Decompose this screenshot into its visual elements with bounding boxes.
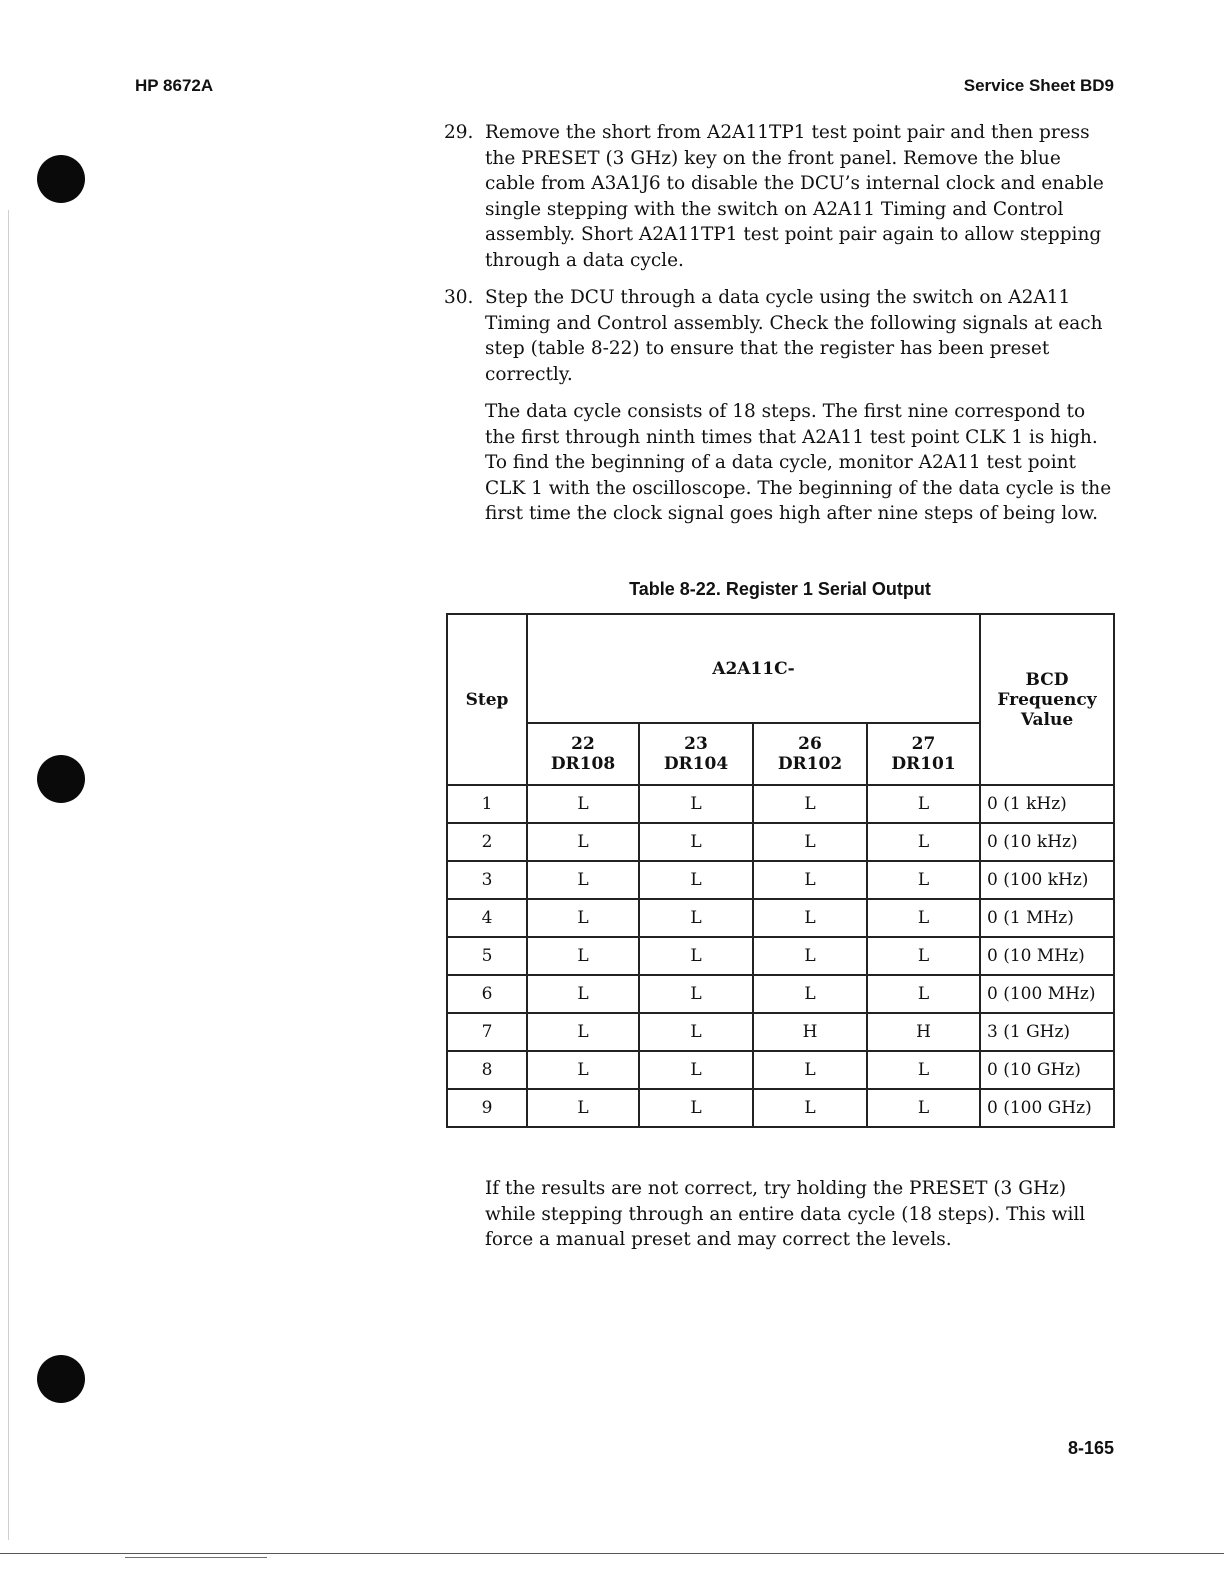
table-row: 3 L L L L 0 (100 kHz) (447, 861, 1114, 899)
register-output-table (446, 613, 1115, 1128)
step-text: Step the DCU through a data cycle using the switch on A2A11 Timing and Control assembly. Check the following signals at each step (table 8-22) to ensure that the register has been preset correctly. (485, 287, 1103, 385)
punch-hole-middle (37, 755, 85, 803)
table-title: Table 8-22. Register 1 Serial Output (629, 579, 931, 599)
table-row: 8 L L L L 0 (10 GHz) (447, 1051, 1114, 1089)
step-number: 30. (444, 287, 474, 308)
pin-header: 27 DR101 (867, 723, 980, 785)
step-column-header: Step (447, 614, 527, 785)
binding-edge-line (8, 210, 9, 1540)
pin-group-header: A2A11C- (527, 614, 980, 723)
punch-hole-bottom (37, 1355, 85, 1403)
table-row: 7 L L H H 3 (1 GHz) (447, 1013, 1114, 1051)
table-row: 6 L L L L 0 (100 MHz) (447, 975, 1114, 1013)
table-row: 1 L L L L 0 (1 kHz) (447, 785, 1114, 823)
header-section: Service Sheet BD9 (963, 76, 1114, 95)
step-29 (444, 120, 1116, 274)
pin-header: 23 DR104 (639, 723, 753, 785)
preset-note-paragraph: If the results are not correct, try holding the PRESET (3 GHz) while stepping through an entire data cycle (18 steps). This will force a manual preset and may correct the levels. (485, 1178, 1086, 1251)
bcd-column-header: BCD Frequency Value (980, 614, 1114, 785)
table-row: 9 L L L L 0 (100 GHz) (447, 1089, 1114, 1127)
pin-header: 26 DR102 (753, 723, 867, 785)
step-number: 29. (444, 122, 474, 143)
punch-hole-top (37, 155, 85, 203)
pin-header: 22 DR108 (527, 723, 639, 785)
data-cycle-paragraph: The data cycle consists of 18 steps. The first nine correspond to the first through ninth times that A2A11 test point CLK 1 is high. To find the beginning of a data cycle, monitor A2A11 test point CLK 1 with the oscilloscope. The beginning of the data cycle is the first time the clock signal goes high after nine steps of being low. (485, 401, 1112, 525)
bottom-rule (0, 1553, 1224, 1554)
header-model: HP 8672A (135, 76, 214, 95)
table-row: 4 L L L L 0 (1 MHz) (447, 899, 1114, 937)
bottom-accent-rule (125, 1557, 267, 1558)
page-number: 8-165 (1067, 1438, 1114, 1458)
step-text: Remove the short from A2A11TP1 test point pair and then press the PRESET (3 GHz) key on the front panel. Remove the blue cable from A3A1J6 to disable the DCU’s internal clock and enable single stepping with the switch on A2A11 Timing and Control assembly. Short A2A11TP1 test point pair again to allow stepping through a data cycle. (485, 122, 1104, 271)
table-row: 5 L L L L 0 (10 MHz) (447, 937, 1114, 975)
table-row: 2 L L L L 0 (10 kHz) (447, 823, 1114, 861)
step-30 (444, 285, 1116, 387)
